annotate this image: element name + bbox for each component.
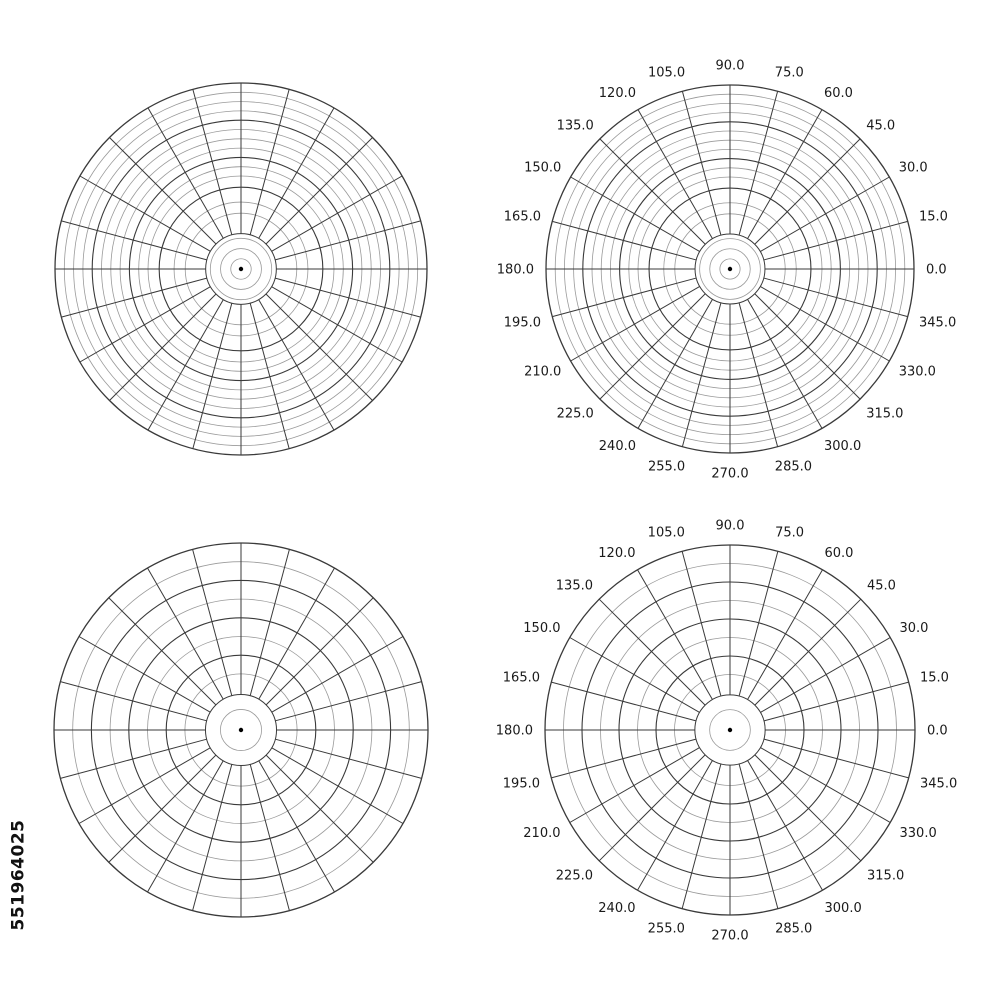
angle-label: 15.0 — [920, 670, 949, 686]
angle-label: 315.0 — [867, 868, 905, 884]
spoke-line — [109, 598, 216, 705]
polar-grid-bottom-right — [496, 519, 957, 944]
angle-label: 210.0 — [524, 364, 562, 380]
spoke-line — [250, 764, 289, 910]
spoke-line — [148, 300, 223, 430]
spoke-line — [250, 303, 289, 449]
spoke-line — [760, 177, 889, 252]
angle-label: 300.0 — [824, 439, 862, 455]
angle-label: 195.0 — [502, 776, 540, 792]
angle-label: 75.0 — [774, 65, 804, 81]
angle-label: 165.0 — [503, 209, 541, 225]
spoke-line — [764, 739, 909, 778]
angle-label: 270.0 — [711, 466, 749, 482]
angle-label: 105.0 — [647, 525, 685, 541]
spoke-line — [148, 108, 223, 238]
spoke-line — [552, 278, 696, 317]
spoke-line — [599, 755, 705, 861]
angle-label: 135.0 — [555, 578, 593, 594]
spoke-line — [275, 739, 421, 778]
spoke-line — [571, 286, 700, 361]
spoke-line — [764, 278, 908, 317]
spoke-line — [272, 176, 402, 251]
angle-label: 180.0 — [495, 723, 533, 739]
angle-label: 255.0 — [647, 459, 686, 475]
spoke-line — [259, 300, 334, 430]
spoke-line — [747, 299, 822, 428]
angle-label: 60.0 — [824, 85, 853, 101]
angle-label: 225.0 — [556, 406, 594, 422]
spoke-line — [571, 177, 700, 252]
angle-label: 195.0 — [503, 315, 541, 331]
angle-label: 225.0 — [555, 868, 593, 884]
spoke-line — [551, 739, 696, 778]
spoke-line — [272, 287, 402, 362]
spoke-line — [739, 303, 778, 447]
spoke-line — [275, 221, 421, 260]
angle-label: 120.0 — [598, 85, 636, 101]
center-dot — [728, 728, 732, 732]
angle-label: 45.0 — [867, 578, 896, 594]
spoke-line — [80, 176, 210, 251]
spoke-line — [599, 599, 705, 705]
spoke-line — [275, 682, 421, 721]
angle-label: 150.0 — [523, 621, 561, 636]
angle-label: 240.0 — [598, 439, 636, 455]
spoke-line — [193, 549, 232, 695]
stock-id-text: 551964025 — [8, 819, 28, 931]
spoke-line — [275, 278, 421, 317]
spoke-line — [682, 303, 721, 447]
angle-label: 90.0 — [715, 58, 745, 74]
angle-label: 75.0 — [775, 525, 805, 541]
angle-label: 345.0 — [920, 776, 958, 792]
angle-label: 105.0 — [647, 65, 686, 81]
spoke-line — [755, 599, 861, 705]
angle-label: 330.0 — [899, 826, 937, 841]
angle-label: 315.0 — [866, 406, 904, 422]
spoke-line — [755, 755, 861, 861]
angle-label: 210.0 — [523, 826, 561, 841]
spoke-line — [109, 755, 216, 862]
spoke-line — [682, 764, 721, 909]
spoke-line — [193, 764, 232, 910]
spoke-line — [193, 303, 232, 449]
spoke-line — [250, 549, 289, 695]
angle-label: 330.0 — [898, 364, 936, 380]
polar-grid-bottom-left — [54, 543, 428, 917]
angle-label: 90.0 — [715, 518, 745, 534]
angle-label: 165.0 — [502, 670, 540, 686]
angle-label: 285.0 — [775, 921, 813, 937]
spoke-line — [266, 755, 373, 862]
spoke-line — [739, 764, 778, 909]
spoke-line — [760, 286, 889, 361]
angle-label: 30.0 — [899, 621, 929, 636]
spoke-line — [61, 278, 207, 317]
angle-label: 45.0 — [866, 118, 896, 134]
center-dot — [728, 267, 732, 271]
angle-label: 0.0 — [927, 723, 948, 739]
spoke-line — [80, 287, 210, 362]
center-dot — [239, 728, 243, 732]
spoke-line — [61, 221, 207, 260]
polar-grid-top-left — [55, 83, 427, 455]
angle-label: 150.0 — [524, 160, 562, 176]
spoke-line — [60, 739, 206, 778]
spoke-line — [682, 91, 721, 235]
spoke-line — [551, 682, 696, 721]
spoke-line — [638, 299, 713, 428]
spoke-line — [60, 682, 206, 721]
angle-label: 135.0 — [556, 118, 594, 134]
spoke-line — [682, 551, 721, 696]
angle-label: 0.0 — [926, 262, 947, 278]
angle-label: 300.0 — [824, 901, 862, 916]
angle-label: 255.0 — [647, 921, 685, 937]
angle-label: 30.0 — [898, 160, 928, 176]
angle-label: 285.0 — [774, 459, 813, 475]
spoke-line — [764, 682, 909, 721]
stock-id-watermark — [2, 760, 34, 990]
spoke-line — [739, 91, 778, 235]
angle-label: 180.0 — [496, 262, 534, 278]
angle-label: 120.0 — [598, 546, 636, 561]
angle-label: 60.0 — [824, 546, 854, 561]
spoke-line — [638, 110, 713, 239]
spoke-line — [193, 89, 232, 235]
spoke-line — [250, 89, 289, 235]
center-dot — [239, 267, 243, 271]
spoke-line — [747, 110, 822, 239]
spoke-line — [739, 551, 778, 696]
polar-grid-top-right — [497, 59, 956, 482]
angle-label: 345.0 — [919, 315, 957, 331]
spoke-line — [266, 598, 373, 705]
spoke-line — [764, 221, 908, 260]
angle-label: 15.0 — [919, 209, 948, 225]
angle-label: 240.0 — [598, 901, 636, 916]
spoke-line — [552, 221, 696, 260]
spoke-line — [259, 108, 334, 238]
angle-label: 270.0 — [711, 928, 749, 944]
grid-layer — [54, 59, 957, 944]
